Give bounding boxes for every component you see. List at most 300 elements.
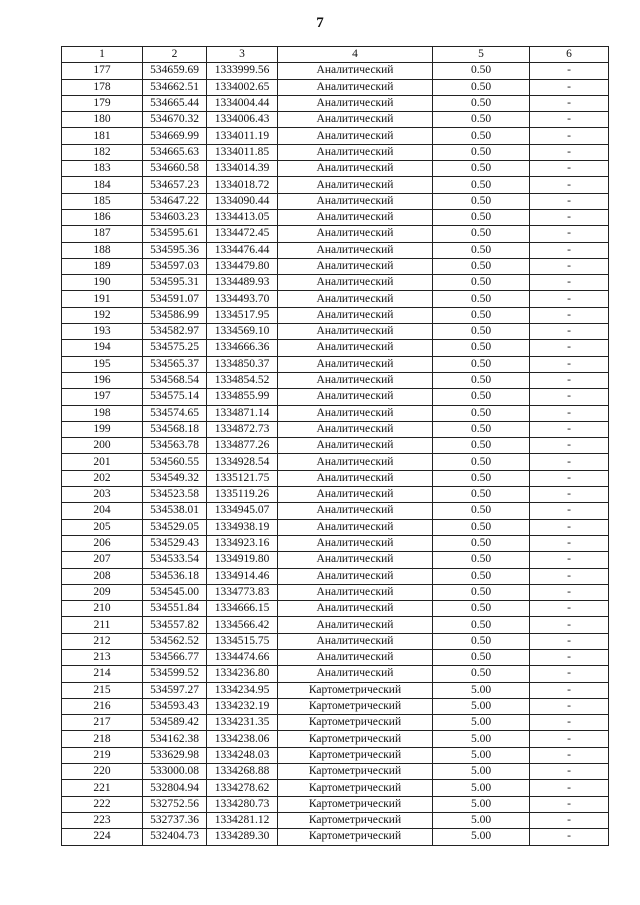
cell-x: 534523.58 [143,487,207,503]
cell-description: - [530,177,609,193]
cell-y: 1334938.19 [207,519,278,535]
cell-accuracy: 0.50 [433,438,530,454]
cell-accuracy: 0.50 [433,503,530,519]
cell-point-number: 201 [62,454,143,470]
cell-y: 1334877.26 [207,438,278,454]
table-row [62,487,609,503]
cell-x: 534589.42 [143,715,207,731]
cell-x: 534659.69 [143,63,207,79]
table-row [62,470,609,486]
cell-y: 1335119.26 [207,487,278,503]
cell-description: - [530,405,609,421]
table-row [62,193,609,209]
cell-y: 1334928.54 [207,454,278,470]
cell-y: 1334493.70 [207,291,278,307]
cell-accuracy: 0.50 [433,95,530,111]
cell-point-number: 224 [62,829,143,845]
table-row [62,79,609,95]
cell-point-number: 188 [62,242,143,258]
cell-accuracy: 0.50 [433,519,530,535]
cell-accuracy: 5.00 [433,780,530,796]
cell-x: 534562.52 [143,633,207,649]
cell-y: 1334006.43 [207,112,278,128]
table-row [62,438,609,454]
table-row [62,715,609,731]
cell-point-number: 209 [62,584,143,600]
cell-point-number: 210 [62,601,143,617]
cell-description: - [530,372,609,388]
cell-description: - [530,112,609,128]
cell-point-number: 223 [62,812,143,828]
cell-x: 534593.43 [143,698,207,714]
cell-x: 534529.43 [143,535,207,551]
cell-description: - [530,226,609,242]
cell-method: Картометрический [278,764,433,780]
cell-method: Аналитический [278,161,433,177]
cell-point-number: 205 [62,519,143,535]
cell-method: Аналитический [278,584,433,600]
table-row [62,95,609,111]
cell-accuracy: 0.50 [433,601,530,617]
cell-x: 534563.78 [143,438,207,454]
table-row [62,649,609,665]
cell-accuracy: 5.00 [433,747,530,763]
table-row [62,340,609,356]
table-row [62,242,609,258]
cell-accuracy: 0.50 [433,161,530,177]
cell-x: 534560.55 [143,454,207,470]
cell-method: Аналитический [278,258,433,274]
cell-point-number: 208 [62,568,143,584]
cell-x: 534557.82 [143,617,207,633]
cell-method: Аналитический [278,421,433,437]
cell-y: 1334248.03 [207,747,278,763]
cell-y: 1334515.75 [207,633,278,649]
table-row [62,307,609,323]
cell-x: 532804.94 [143,780,207,796]
cell-point-number: 196 [62,372,143,388]
cell-description: - [530,584,609,600]
cell-description: - [530,568,609,584]
cell-description: - [530,307,609,323]
cell-accuracy: 0.50 [433,666,530,682]
cell-method: Аналитический [278,372,433,388]
cell-description: - [530,470,609,486]
cell-description: - [530,682,609,698]
cell-method: Аналитический [278,128,433,144]
cell-method: Аналитический [278,356,433,372]
cell-method: Аналитический [278,112,433,128]
cell-description: - [530,747,609,763]
cell-accuracy: 0.50 [433,128,530,144]
cell-accuracy: 5.00 [433,698,530,714]
cell-method: Аналитический [278,405,433,421]
cell-method: Аналитический [278,633,433,649]
cell-x: 534591.07 [143,291,207,307]
header-cell-point-number: 1 [62,47,143,63]
table-row [62,324,609,340]
cell-point-number: 194 [62,340,143,356]
cell-accuracy: 0.50 [433,209,530,225]
cell-description: - [530,258,609,274]
cell-method: Аналитический [278,470,433,486]
cell-accuracy: 0.50 [433,340,530,356]
cell-method: Картометрический [278,715,433,731]
cell-accuracy: 0.50 [433,568,530,584]
cell-accuracy: 5.00 [433,731,530,747]
cell-x: 534597.03 [143,258,207,274]
table-row [62,682,609,698]
cell-y: 1334945.07 [207,503,278,519]
cell-y: 1334238.06 [207,731,278,747]
cell-accuracy: 5.00 [433,764,530,780]
cell-point-number: 199 [62,421,143,437]
cell-accuracy: 0.50 [433,584,530,600]
cell-point-number: 218 [62,731,143,747]
cell-x: 534670.32 [143,112,207,128]
cell-accuracy: 0.50 [433,372,530,388]
cell-x: 534582.97 [143,324,207,340]
cell-method: Аналитический [278,242,433,258]
cell-y: 1334666.36 [207,340,278,356]
cell-y: 1334236.80 [207,666,278,682]
cell-description: - [530,764,609,780]
cell-description: - [530,780,609,796]
cell-x: 532752.56 [143,796,207,812]
cell-x: 534162.38 [143,731,207,747]
cell-point-number: 195 [62,356,143,372]
cell-method: Аналитический [278,177,433,193]
table-row [62,633,609,649]
page-number: 7 [316,15,324,31]
cell-y: 1334872.73 [207,421,278,437]
cell-y: 1334011.19 [207,128,278,144]
table-row [62,666,609,682]
cell-y: 1334280.73 [207,796,278,812]
cell-point-number: 179 [62,95,143,111]
cell-x: 534586.99 [143,307,207,323]
cell-y: 1334002.65 [207,79,278,95]
table-row [62,389,609,405]
table-row [62,780,609,796]
table-row [62,372,609,388]
cell-accuracy: 0.50 [433,633,530,649]
cell-description: - [530,487,609,503]
cell-x: 534568.18 [143,421,207,437]
cell-y: 1334666.15 [207,601,278,617]
cell-description: - [530,731,609,747]
cell-y: 1334281.12 [207,812,278,828]
cell-description: - [530,503,609,519]
cell-accuracy: 0.50 [433,193,530,209]
cell-description: - [530,666,609,682]
header-cell-accuracy: 5 [433,47,530,63]
cell-description: - [530,291,609,307]
cell-x: 534657.23 [143,177,207,193]
cell-y: 1334014.39 [207,161,278,177]
cell-x: 534599.52 [143,666,207,682]
cell-accuracy: 0.50 [433,258,530,274]
cell-method: Аналитический [278,291,433,307]
table-row [62,144,609,160]
cell-description: - [530,79,609,95]
cell-point-number: 190 [62,275,143,291]
cell-method: Аналитический [278,209,433,225]
cell-x: 532737.36 [143,812,207,828]
cell-y: 1334004.44 [207,95,278,111]
cell-point-number: 177 [62,63,143,79]
cell-point-number: 203 [62,487,143,503]
table-row [62,405,609,421]
cell-accuracy: 5.00 [433,829,530,845]
cell-point-number: 202 [62,470,143,486]
table-body [62,63,609,845]
cell-accuracy: 0.50 [433,79,530,95]
cell-point-number: 181 [62,128,143,144]
cell-x: 534595.61 [143,226,207,242]
cell-x: 534595.31 [143,275,207,291]
cell-accuracy: 0.50 [433,307,530,323]
cell-description: - [530,617,609,633]
table-row [62,291,609,307]
cell-accuracy: 0.50 [433,144,530,160]
cell-y: 1334268.88 [207,764,278,780]
cell-method: Аналитический [278,79,433,95]
cell-point-number: 183 [62,161,143,177]
cell-accuracy: 0.50 [433,356,530,372]
cell-description: - [530,161,609,177]
cell-x: 534662.51 [143,79,207,95]
cell-y: 1334914.46 [207,568,278,584]
cell-x: 534536.18 [143,568,207,584]
table-row [62,584,609,600]
cell-y: 1334011.85 [207,144,278,160]
cell-x: 534549.32 [143,470,207,486]
cell-description: - [530,193,609,209]
cell-method: Аналитический [278,666,433,682]
cell-point-number: 184 [62,177,143,193]
cell-description: - [530,601,609,617]
cell-y: 1334923.16 [207,535,278,551]
cell-accuracy: 5.00 [433,812,530,828]
cell-point-number: 182 [62,144,143,160]
cell-description: - [530,63,609,79]
cell-x: 534647.22 [143,193,207,209]
table-row [62,568,609,584]
cell-x: 534660.58 [143,161,207,177]
cell-x: 534565.37 [143,356,207,372]
cell-y: 1334919.80 [207,552,278,568]
cell-method: Аналитический [278,454,433,470]
cell-y: 1334855.99 [207,389,278,405]
cell-accuracy: 5.00 [433,682,530,698]
cell-y: 1334517.95 [207,307,278,323]
cell-description: - [530,144,609,160]
cell-method: Картометрический [278,682,433,698]
cell-accuracy: 0.50 [433,552,530,568]
table-row [62,454,609,470]
cell-point-number: 200 [62,438,143,454]
cell-x: 534533.54 [143,552,207,568]
cell-y: 1334018.72 [207,177,278,193]
cell-y: 1334234.95 [207,682,278,698]
header-row [62,47,609,63]
header-cell-method: 4 [278,47,433,63]
cell-point-number: 186 [62,209,143,225]
cell-method: Картометрический [278,747,433,763]
cell-accuracy: 0.50 [433,535,530,551]
cell-y: 1334773.83 [207,584,278,600]
cell-description: - [530,519,609,535]
header-cell-x: 2 [143,47,207,63]
cell-point-number: 212 [62,633,143,649]
table-row [62,63,609,79]
cell-method: Картометрический [278,731,433,747]
table-row [62,601,609,617]
cell-point-number: 213 [62,649,143,665]
cell-y: 1334232.19 [207,698,278,714]
cell-description: - [530,649,609,665]
cell-method: Картометрический [278,829,433,845]
cell-x: 533000.08 [143,764,207,780]
cell-y: 1334090.44 [207,193,278,209]
cell-y: 1333999.56 [207,63,278,79]
cell-description: - [530,128,609,144]
table-row [62,112,609,128]
cell-x: 534665.44 [143,95,207,111]
cell-accuracy: 5.00 [433,796,530,812]
cell-accuracy: 0.50 [433,487,530,503]
cell-y: 1334569.10 [207,324,278,340]
cell-method: Аналитический [278,340,433,356]
header-cell-y: 3 [207,47,278,63]
coordinates-table [61,46,609,846]
cell-point-number: 193 [62,324,143,340]
table-row [62,161,609,177]
table-row [62,698,609,714]
cell-method: Аналитический [278,324,433,340]
cell-y: 1334566.42 [207,617,278,633]
cell-y: 1334489.93 [207,275,278,291]
cell-description: - [530,454,609,470]
cell-description: - [530,421,609,437]
table-row [62,829,609,845]
table-row [62,226,609,242]
table-row [62,796,609,812]
cell-point-number: 187 [62,226,143,242]
cell-point-number: 207 [62,552,143,568]
cell-point-number: 221 [62,780,143,796]
cell-method: Аналитический [278,63,433,79]
cell-point-number: 191 [62,291,143,307]
cell-y: 1334871.14 [207,405,278,421]
cell-method: Аналитический [278,193,433,209]
cell-accuracy: 0.50 [433,324,530,340]
cell-description: - [530,796,609,812]
cell-accuracy: 0.50 [433,226,530,242]
table-row [62,519,609,535]
cell-point-number: 217 [62,715,143,731]
cell-description: - [530,209,609,225]
cell-description: - [530,438,609,454]
cell-x: 534574.65 [143,405,207,421]
cell-description: - [530,535,609,551]
cell-point-number: 216 [62,698,143,714]
cell-point-number: 211 [62,617,143,633]
cell-method: Аналитический [278,552,433,568]
cell-method: Аналитический [278,503,433,519]
cell-y: 1334854.52 [207,372,278,388]
cell-accuracy: 0.50 [433,649,530,665]
cell-x: 534568.54 [143,372,207,388]
cell-method: Аналитический [278,487,433,503]
cell-point-number: 222 [62,796,143,812]
cell-x: 532404.73 [143,829,207,845]
cell-point-number: 180 [62,112,143,128]
cell-accuracy: 0.50 [433,112,530,128]
table-row [62,747,609,763]
cell-point-number: 206 [62,535,143,551]
cell-x: 534551.84 [143,601,207,617]
cell-x: 534566.77 [143,649,207,665]
table-row [62,552,609,568]
cell-accuracy: 0.50 [433,470,530,486]
cell-accuracy: 0.50 [433,177,530,193]
cell-description: - [530,324,609,340]
cell-method: Аналитический [278,95,433,111]
cell-description: - [530,389,609,405]
table-row [62,731,609,747]
cell-y: 1334850.37 [207,356,278,372]
cell-accuracy: 0.50 [433,421,530,437]
cell-method: Картометрический [278,796,433,812]
table-row [62,356,609,372]
cell-accuracy: 0.50 [433,389,530,405]
cell-point-number: 219 [62,747,143,763]
cell-description: - [530,242,609,258]
table-row [62,421,609,437]
cell-x: 534669.99 [143,128,207,144]
cell-method: Аналитический [278,226,433,242]
cell-method: Аналитический [278,144,433,160]
cell-accuracy: 5.00 [433,715,530,731]
cell-description: - [530,829,609,845]
cell-method: Аналитический [278,275,433,291]
cell-accuracy: 0.50 [433,405,530,421]
cell-point-number: 215 [62,682,143,698]
header-cell-description: 6 [530,47,609,63]
cell-description: - [530,356,609,372]
cell-description: - [530,552,609,568]
cell-method: Картометрический [278,780,433,796]
cell-x: 534603.23 [143,209,207,225]
cell-accuracy: 0.50 [433,617,530,633]
table-row [62,275,609,291]
cell-method: Картометрический [278,812,433,828]
cell-method: Аналитический [278,519,433,535]
cell-description: - [530,715,609,731]
cell-method: Картометрический [278,698,433,714]
table-row [62,535,609,551]
cell-x: 534597.27 [143,682,207,698]
cell-x: 534665.63 [143,144,207,160]
table-row [62,128,609,144]
table-row [62,617,609,633]
table-row [62,209,609,225]
table-row [62,503,609,519]
cell-point-number: 192 [62,307,143,323]
cell-y: 1334474.66 [207,649,278,665]
